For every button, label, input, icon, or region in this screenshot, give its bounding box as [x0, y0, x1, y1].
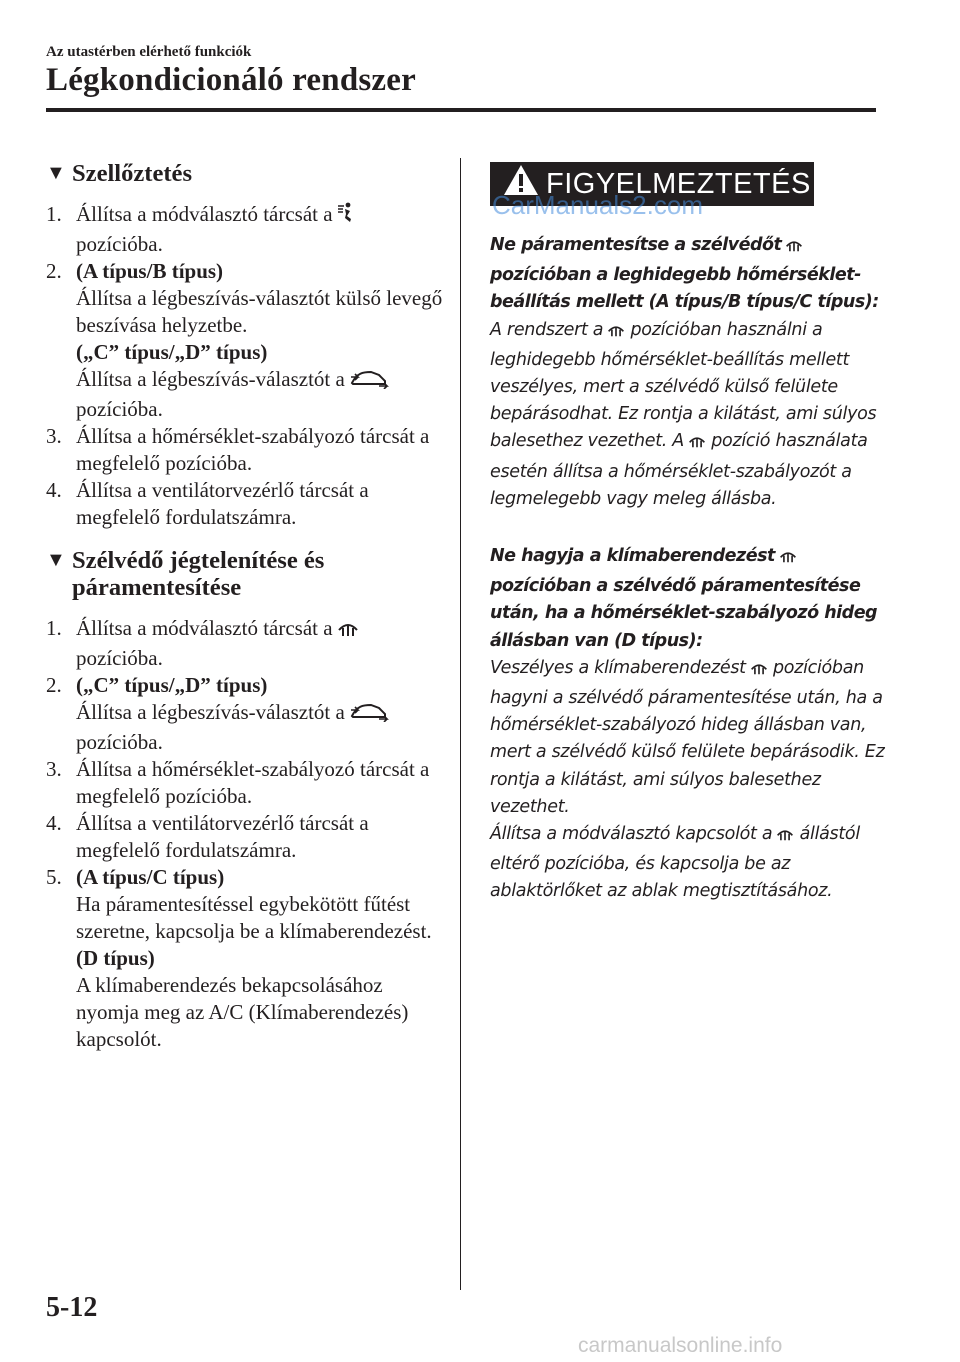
- defrost-icon: [785, 235, 803, 262]
- defrost-icon: [750, 658, 768, 685]
- title-rule: [46, 108, 876, 112]
- warning-box: [490, 162, 885, 906]
- list-item: 4. Állítsa a ventilátorvezérlő tárcsát a megfelelő fordulatszámra.: [46, 811, 369, 862]
- fresh-air-icon: [349, 369, 389, 396]
- section-heading-ventilation: ▼ Szellőztetés: [46, 160, 193, 187]
- warning-2-text: Veszélyes a klímaberendezést pozícióban hagyni a szélvédő páramentesítése után, ha a hőmérséklet-szabályozó hideg állásban van, mert a szélvédő külső felülete bepárásodik. Ez rontja a kilátást, ami súlyos balesethez vezethet. Állítsa a módválasztó kapcsolót a állástól eltérő pozícióba, és kapcsolja be az ablaktörlőket az ablak megtisztításához.: [490, 657, 885, 902]
- list-item: 4. Állítsa a ventilátorvezérlő tárcsát a megfelelő fordulatszámra.: [46, 478, 369, 529]
- defrost-steps: [46, 615, 446, 1053]
- warning-2-title: Ne hagyja a klímaberendezést pozícióban a szélvédő páramentesítése után, ha a hőmérséklet-szabályozó hideg állásban van (D típus):: [490, 546, 878, 651]
- warning-1-text: A rendszert a pozícióban használni a leghidegebb hőmérséklet-beállítás mellett veszélyes, mert a szélvédő külső felülete bepárásodhat. Ez rontja a kilátást, ami súlyos balesethez vezethet. A pozíció használata esetén állítsa a hőmérséklet-szabályozót a legmelegebb vagy meleg állásba.: [490, 319, 877, 509]
- defrost-icon: [688, 431, 706, 458]
- left-column: [46, 160, 446, 1069]
- list-item: 3. Állítsa a hőmérséklet-szabályozó tárcsát a megfelelő pozícióba.: [46, 424, 430, 475]
- site-watermark: carmanualsonline.info: [578, 1334, 783, 1357]
- watermark: CarManuals2.com: [492, 190, 703, 220]
- page-number: 5-12: [46, 1292, 98, 1323]
- defrost-icon: [776, 824, 794, 851]
- running-header: Az utastérben elérhető funkciók: [46, 44, 252, 60]
- page-title: Légkondicionáló rendszer: [46, 62, 416, 98]
- list-item: 3. Állítsa a hőmérséklet-szabályozó tárcsát a megfelelő pozícióba.: [46, 757, 430, 808]
- list-item: 5. (A típus/C típus) Ha páramentesítéssel egybekötött fűtést szeretne, kapcsolja be a klímaberendezést. (D típus) A klímaberendezés bekapcsolásához nyomja meg az A/C (Klímaberendezés) kapcsolót.: [46, 865, 432, 1051]
- column-divider: [460, 158, 461, 1290]
- list-item: 2. („C” típus/„D” típus) Állítsa a légbeszívás-választót a pozícióba.: [46, 672, 446, 756]
- list-item: 2. (A típus/B típus) Állítsa a légbeszívás-választót külső levegő beszívása helyzetbe. („C” típus/„D” típus) Állítsa a légbeszívás-választót a pozícióba.: [46, 259, 443, 421]
- section-triangle-icon: ▼: [46, 162, 66, 184]
- section-heading-defrost: ▼ Szélvédő jégtelenítése és páramentesítése: [46, 547, 325, 601]
- warning-1-title: Ne páramentesítse a szélvédőt pozícióban a leghidegebb hőmérséklet-beállítás mellett (A típus/B típus/C típus):: [490, 235, 879, 313]
- vent-icon: [337, 202, 355, 231]
- defrost-icon: [607, 320, 625, 347]
- section-triangle-icon: ▼: [46, 549, 66, 571]
- warning-banner-text: FIGYELMEZTETÉS: [546, 167, 811, 200]
- fresh-air-icon: [349, 702, 389, 729]
- warning-body: [490, 232, 885, 906]
- list-item: 1. Állítsa a módválasztó tárcsát a pozícióba.: [46, 615, 446, 672]
- defrost-icon: [779, 546, 797, 573]
- list-item: 1. Állítsa a módválasztó tárcsát a pozícióba.: [46, 201, 446, 258]
- ventilation-steps: [46, 201, 446, 531]
- defrost-icon: [337, 618, 359, 645]
